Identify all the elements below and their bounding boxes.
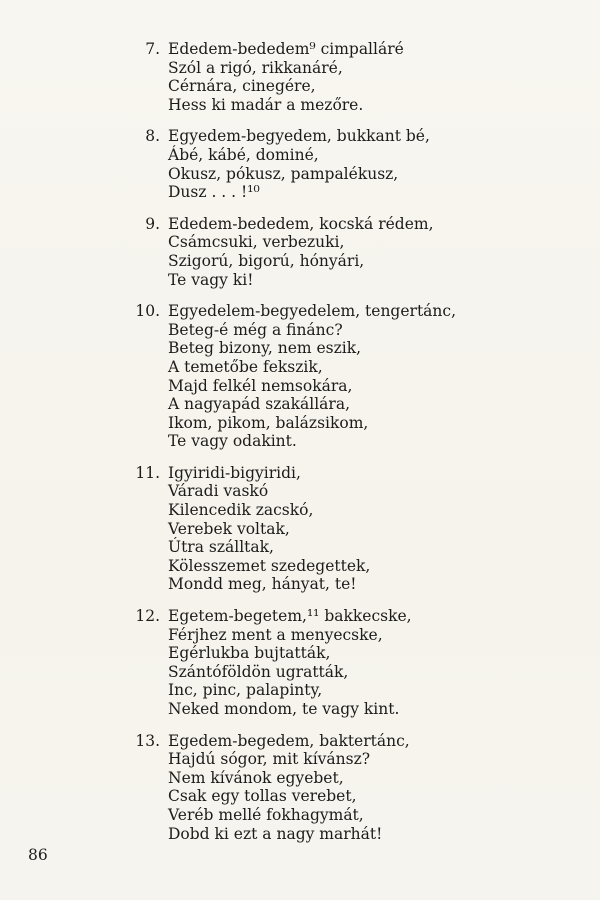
poem-line: Ikom, pikom, balázsikom, [168, 413, 369, 432]
poem-line: Szól a rigó, rikkanáré, [168, 58, 343, 77]
poem-line: Ábé, kábé, dominé, [168, 145, 319, 164]
poem-line: Egyedem-begyedem, bukkant bé, [168, 127, 430, 146]
poem-line: Egetem-begetem,¹¹ bakkecske, [168, 607, 412, 626]
poem-item [122, 40, 560, 114]
poem-number: 10. [135, 302, 160, 321]
page-number: 86 [28, 846, 48, 864]
poem-line: Szántóföldön ugratták, [168, 662, 349, 681]
poem-line: Dobd ki ezt a nagy marhát! [168, 824, 383, 843]
poem-line: Egérlukba bujtatták, [168, 644, 331, 663]
poem-line: Mondd meg, hányat, te! [168, 575, 357, 594]
poem-line: Beteg-é még a finánc? [168, 320, 343, 339]
poem-lines [168, 215, 560, 289]
poem-line: Hess ki madár a mezőre. [168, 95, 364, 114]
poem-line: Ededem-bededem, kocská rédem, [168, 214, 434, 233]
poem-line: A temetőbe fekszik, [168, 357, 323, 376]
poem-number: 12. [135, 607, 160, 626]
poem-line: Ededem-bededem⁹ cimpalláré [168, 40, 404, 58]
poem-line: Csámcsuki, verbezuki, [168, 233, 345, 252]
poem-lines [168, 732, 560, 844]
poem-line: Verebek voltak, [168, 519, 290, 538]
poem-number: 8. [145, 127, 160, 146]
poem-line: Neked mondom, te vagy kint. [168, 700, 400, 718]
poem-line: Kölesszemet szedegettek, [168, 556, 371, 575]
poem-line: Szigorú, bigorú, hónyári, [168, 251, 365, 270]
poem-line: Útra szálltak, [168, 538, 274, 557]
poem-line: Kilencedik zacskó, [168, 501, 314, 520]
poem-item [122, 302, 560, 451]
poem-line: Cérnára, cinegére, [168, 77, 316, 96]
poem-line: Dusz . . . !¹⁰ [168, 183, 260, 202]
poem-item [122, 127, 560, 201]
poem-line: Igyiridi-bigyiridi, [168, 463, 301, 482]
poem-number: 13. [135, 731, 160, 750]
poem-line: Hajdú sógor, mit kívánsz? [168, 750, 371, 769]
poem-line: Egyedelem-begyedelem, tengertánc, [168, 302, 456, 321]
poem-list [122, 40, 560, 856]
poem-lines [168, 607, 560, 719]
poem-line: Veréb mellé fokhagymát, [168, 805, 364, 824]
poem-line: Majd felkél nemsokára, [168, 376, 353, 395]
poem-lines [168, 127, 560, 201]
poem-lines [168, 302, 560, 451]
poem-line: Okusz, pókusz, pampalékusz, [168, 164, 399, 183]
poem-line: Váradi vaskó [168, 482, 269, 501]
poem-item [122, 464, 560, 594]
poem-line: Férjhez ment a menyecske, [168, 625, 383, 644]
poem-line: Beteg bizony, nem eszik, [168, 339, 362, 358]
poem-number: 11. [135, 463, 160, 482]
poem-item [122, 607, 560, 719]
poem-line: Inc, pinc, palapinty, [168, 681, 323, 700]
poem-line: Te vagy ki! [168, 270, 254, 289]
poem-item [122, 732, 560, 844]
poem-item [122, 215, 560, 289]
poem-line: A nagyapád szakállára, [168, 395, 351, 414]
poem-line: Egedem-begedem, baktertánc, [168, 731, 410, 750]
poem-number: 7. [145, 40, 160, 58]
poem-number: 9. [145, 214, 160, 233]
poem-line: Nem kívánok egyebet, [168, 768, 344, 787]
poem-line: Te vagy odakint. [168, 432, 297, 451]
poem-line: Csak egy tollas verebet, [168, 787, 357, 806]
poem-lines [168, 464, 560, 594]
poem-lines [168, 40, 560, 114]
